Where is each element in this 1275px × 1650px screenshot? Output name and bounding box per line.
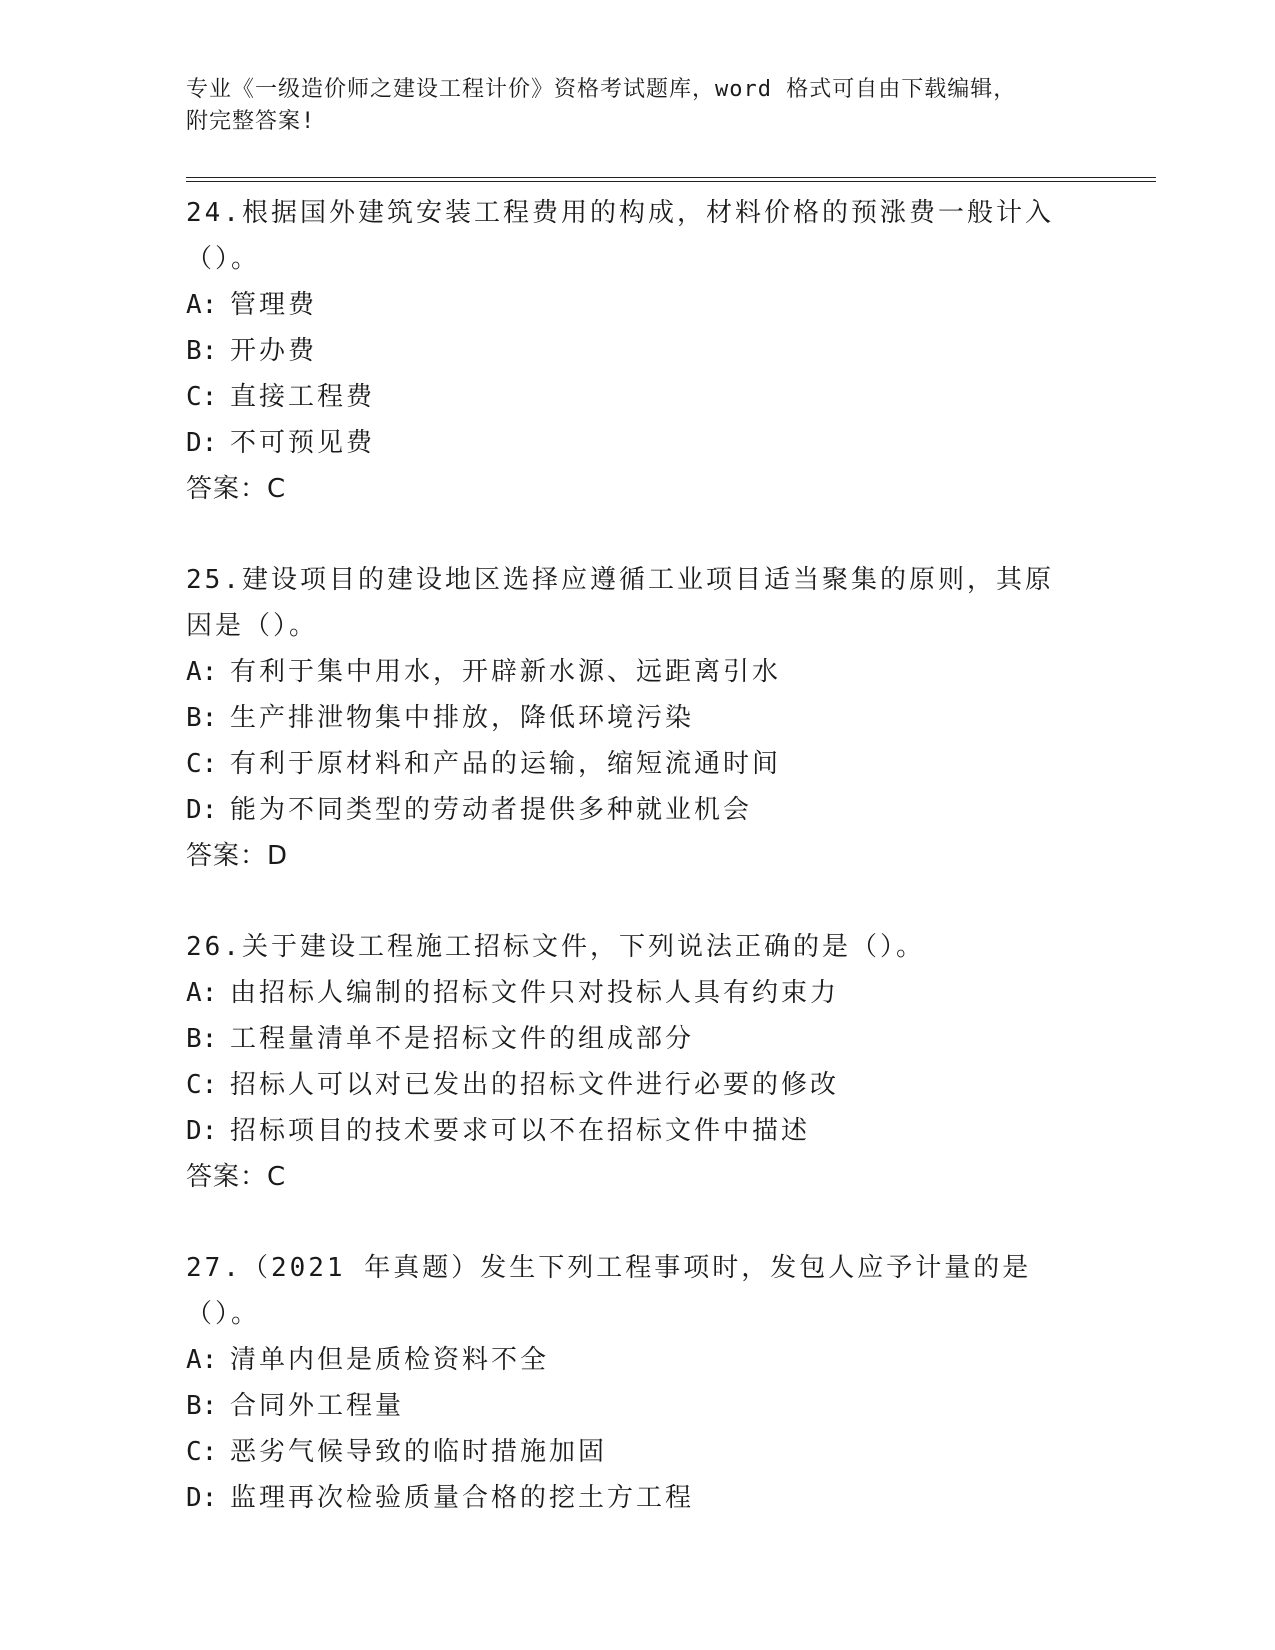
- option-label: B:: [186, 336, 218, 366]
- question-text: 27.（2021 年真题）发生下列工程事项时，发包人应予计量的是（）。: [186, 1253, 1032, 1329]
- option-a: [186, 1337, 1076, 1383]
- option-b: [186, 695, 1076, 741]
- question-text: 24.根据国外建筑安装工程费用的构成，材料价格的预涨费一般计入（）。: [186, 198, 1054, 274]
- option-text: 工程量清单不是招标文件的组成部分: [230, 1024, 695, 1054]
- option-text: 清单内但是质检资料不全: [230, 1345, 550, 1375]
- option-a: [186, 282, 1076, 328]
- option-c: [186, 1429, 1076, 1475]
- question-text: 26.关于建设工程施工招标文件，下列说法正确的是（）。: [186, 932, 925, 962]
- option-text: 招标项目的技术要求可以不在招标文件中描述: [230, 1116, 811, 1146]
- answer-text: 答案：D: [186, 841, 289, 871]
- question-25: [186, 557, 1076, 879]
- option-label: D:: [186, 795, 218, 825]
- option-label: B:: [186, 1024, 218, 1054]
- answer-text: 答案：C: [186, 1162, 287, 1192]
- option-a: [186, 970, 1076, 1016]
- option-text: 直接工程费: [230, 382, 376, 412]
- option-text: 有利于原材料和产品的运输，缩短流通时间: [230, 749, 782, 779]
- option-b: [186, 328, 1076, 374]
- option-text: 合同外工程量: [230, 1391, 405, 1421]
- question-text: 25.建设项目的建设地区选择应遵循工业项目适当聚集的原则，其原因是（）。: [186, 565, 1054, 641]
- option-text: 招标人可以对已发出的招标文件进行必要的修改: [230, 1070, 840, 1100]
- option-c: [186, 741, 1076, 787]
- option-text: 生产排泄物集中排放，降低环境污染: [230, 703, 695, 733]
- option-label: C:: [186, 749, 218, 779]
- option-text: 有利于集中用水，开辟新水源、远距离引水: [230, 657, 782, 687]
- option-c: [186, 374, 1076, 420]
- option-text: 管理费: [230, 290, 318, 320]
- option-d: [186, 1475, 1076, 1521]
- option-text: 监理再次检验质量合格的挖土方工程: [230, 1483, 695, 1513]
- option-label: C:: [186, 1437, 218, 1467]
- option-b: [186, 1383, 1076, 1429]
- question-27: [186, 1245, 1076, 1521]
- option-label: D:: [186, 1116, 218, 1146]
- header-line-1: 专业《一级造价师之建设工程计价》资格考试题库，word 格式可自由下载编辑，: [186, 77, 1017, 102]
- option-d: [186, 787, 1076, 833]
- option-a: [186, 649, 1076, 695]
- option-c: [186, 1062, 1076, 1108]
- question-24: [186, 190, 1076, 512]
- option-label: D:: [186, 428, 218, 458]
- option-d: [186, 420, 1076, 466]
- document-header: [186, 74, 1056, 138]
- question-list: [186, 190, 1076, 1566]
- option-label: A:: [186, 978, 218, 1008]
- option-label: A:: [186, 290, 218, 320]
- option-label: A:: [186, 1345, 218, 1375]
- option-text: 能为不同类型的劳动者提供多种就业机会: [230, 795, 753, 825]
- option-label: C:: [186, 382, 218, 412]
- option-text: 开办费: [230, 336, 318, 366]
- option-text: 由招标人编制的招标文件只对投标人具有约束力: [230, 978, 840, 1008]
- option-text: 不可预见费: [230, 428, 376, 458]
- option-label: B:: [186, 703, 218, 733]
- option-label: B:: [186, 1391, 218, 1421]
- header-line-2: 附完整答案!: [186, 109, 316, 134]
- header-double-rule: [186, 177, 1156, 182]
- answer-text: 答案：C: [186, 474, 287, 504]
- option-label: A:: [186, 657, 218, 687]
- option-label: C:: [186, 1070, 218, 1100]
- option-b: [186, 1016, 1076, 1062]
- option-d: [186, 1108, 1076, 1154]
- option-label: D:: [186, 1483, 218, 1513]
- question-26: [186, 924, 1076, 1200]
- option-text: 恶劣气候导致的临时措施加固: [230, 1437, 608, 1467]
